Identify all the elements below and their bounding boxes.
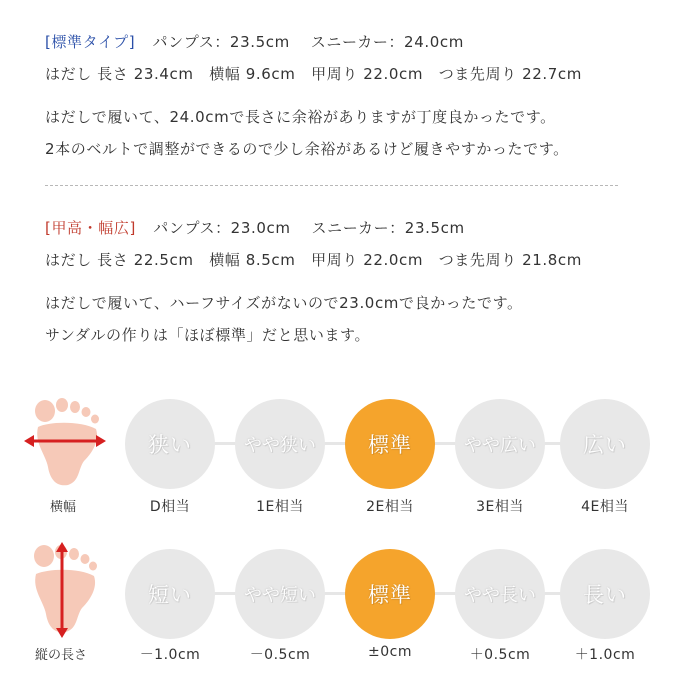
- wide-line1: パンプス：23.0cm スニーカー：23.5cm: [153, 219, 465, 237]
- length-option-long: [560, 549, 650, 639]
- standard-line1-row: [45, 31, 464, 52]
- width-caption: D相当: [149, 499, 191, 515]
- section-divider: [45, 185, 618, 186]
- length-option-short: [125, 549, 215, 639]
- wide-comment1: はだしで履いて、ハーフサイズがないので23.0cmで良かったです。: [45, 294, 523, 312]
- length-caption: －1.0cm: [139, 647, 201, 663]
- length-option-slightly-short: [235, 549, 325, 639]
- wide-tag: [甲高・幅広]: [45, 219, 136, 237]
- length-caption: ＋0.5cm: [469, 647, 531, 663]
- width-scale: [0, 390, 680, 530]
- width-option-label: 広い: [583, 433, 627, 457]
- length-option-label: 標準: [368, 583, 412, 607]
- width-scale-label: 横幅: [49, 500, 76, 515]
- length-option-standard: [345, 549, 435, 639]
- width-option-slightly-narrow: [235, 399, 325, 489]
- length-option-label: やや長い: [464, 585, 536, 606]
- foot-width-icon: [20, 395, 110, 490]
- length-scale: [0, 540, 680, 680]
- width-caption: 1E相当: [256, 499, 304, 515]
- length-scale-label: 縦の長さ: [34, 648, 87, 663]
- standard-comment1: はだしで履いて、24.0cmで長さに余裕がありますが丁度良かったです。: [45, 108, 556, 126]
- wide-line2: はだし 長さ 22.5cm 横幅 8.5cm 甲周り 22.0cm つま先周り 21.8cm: [45, 251, 582, 269]
- length-option-slightly-long: [455, 549, 545, 639]
- width-option-narrow: [125, 399, 215, 489]
- standard-tag: [標準タイプ]: [45, 33, 136, 51]
- standard-line2: はだし 長さ 23.4cm 横幅 9.6cm 甲周り 22.0cm つま先周り 22.7cm: [45, 65, 582, 83]
- width-caption: 4E相当: [581, 499, 629, 515]
- width-option-label: やや広い: [464, 435, 536, 456]
- width-caption: 3E相当: [476, 499, 524, 515]
- width-option-label: 標準: [368, 433, 412, 457]
- length-caption: ＋1.0cm: [574, 647, 636, 663]
- wide-comment2: サンダルの作りは「ほぼ標準」だと思います。: [45, 326, 371, 344]
- wide-line1-row: [45, 217, 465, 238]
- length-caption: ±0cm: [368, 644, 412, 660]
- width-option-standard: [345, 399, 435, 489]
- width-caption: 2E相当: [366, 499, 414, 515]
- standard-line1: パンプス：23.5cm スニーカー：24.0cm: [152, 33, 464, 51]
- length-caption: －0.5cm: [249, 647, 311, 663]
- length-option-label: 長い: [583, 583, 627, 607]
- standard-comment2: 2本のベルトで調整ができるので少し余裕があるけど履きやすかったです。: [45, 140, 569, 158]
- length-option-label: やや短い: [244, 585, 316, 606]
- width-option-slightly-wide: [455, 399, 545, 489]
- width-option-wide: [560, 399, 650, 489]
- foot-length-icon: [24, 540, 104, 640]
- width-option-label: やや狭い: [244, 435, 316, 456]
- width-option-label: 狭い: [148, 433, 192, 457]
- length-option-label: 短い: [148, 583, 192, 607]
